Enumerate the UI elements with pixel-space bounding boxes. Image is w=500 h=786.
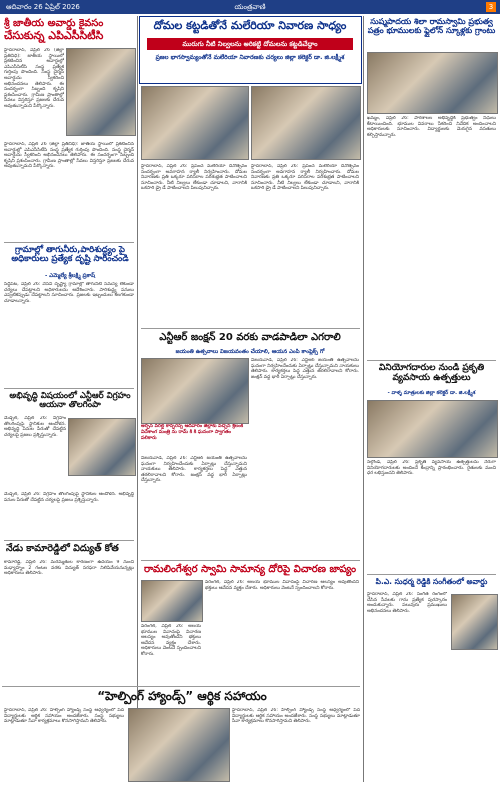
farming-photo bbox=[367, 400, 498, 458]
divider bbox=[141, 328, 360, 329]
byline-collector: - వాళ్ళ మాత్రులకు జిల్లా కలెక్టర్ డా. జి.లక్ష్మీశ bbox=[387, 390, 476, 396]
article-power-cut-body: కామారెడ్డి, ఏప్రిల్ 26: మరమ్మతుల కారణంగా ఉదయం 9 నుంచి మధ్యాహ్నం 2 గంటల వరకు విద్యుత్ సరఫరా నిలిపివేయనున్నట్లు అధికారులు తెలిపారు. bbox=[4, 560, 134, 577]
article-award-body: హైదరాబాద్, ఏప్రిల్ 26 (జిల్లా ప్రతినిధి): జాతీయ స్థాయిలో ప్రకటించిన అవార్డుల్లో ఎపిఎసీసిటీసి సంస్థ ప్రత్యేక గుర్తింపు పొందింది. సంస్థ చైర్మన్ అవార్డును స్వీకరించి అభినందనలు తెలిపారు. ఈ సందర్భంగా సిబ్బంది కృషిని ప్రశంసించారు. గ్రామీణ ప్రాంతాల్లో సేవలు విస్తరిస్తూ ప్రజలకు చేరువ అవుతున్నామని పేర్కొన్నారు. bbox=[4, 48, 64, 109]
headline-award-2: చేసుకున్న ఎపిఎసీసిటీసి bbox=[4, 29, 104, 42]
article-helping-hands-body-b: హైదరాబాద్, ఏప్రిల్ 26: హెల్పింగ్ హ్యాండ్స్ సంస్థ ఆధ్వర్యంలో పేద విద్యార్థులకు ఆర్థిక సహాయం అందజేశారు. సంస్థ సభ్యులు మాట్లాడుతూ సేవా కార్యక్రమాలు కొనసాగిస్తామని తెలిపారు. bbox=[232, 708, 360, 725]
article-water-body: సిద్దిపేట, ఏప్రిల్ 26: వేసవి దృష్ట్యా గ్రామాల్లో తాగునీటి సమస్య లేకుండా చర్యలు చేపట్టాలని అధికారులను ఆదేశించారు. పారిశుద్ధ్య పనులు ఎప్పటికప్పుడు చేపట్టాలని సూచించారు. ప్రజలకు ఇబ్బందులు కలగకుండా చూడాలన్నారు. bbox=[4, 282, 134, 304]
page-header bbox=[0, 0, 500, 14]
article-farming-body: నల్గొండ, ఏప్రిల్ 26: ప్రకృతి వ్యవసాయ ఉత్పత్తులను నేరుగా వినియోగదారులకు అందించే కేంద్రాన్ని ప్రారంభించారు. రైతులకు మంచి ధర లభిస్తుందని తెలిపారు. bbox=[367, 460, 496, 477]
divider bbox=[367, 360, 496, 361]
right-column bbox=[365, 16, 498, 782]
article-grant-body: ఖమ్మం, ఏప్రిల్ 26: పాఠశాలల అభివృద్ధికి ప్రభుత్వం నిధులు కేటాయించింది. భూముల వివరాలు సేకరించి నివేదిక అందించాలని అధికారులకు సూచించారు. విద్యార్థులకు మెరుగైన వసతులు కల్పిస్తామన్నారు. bbox=[367, 116, 496, 138]
headline-ntr-junction: ఎన్టీఆర్ జంక్షన్ 20 వరకు వాడపాడిలా ఎగరాలి bbox=[159, 332, 341, 343]
portrait-photo bbox=[451, 594, 498, 650]
award-photo bbox=[66, 48, 136, 136]
page-number: 3 bbox=[486, 2, 496, 12]
headline-school-grant: సుష్మపాదయ శిలా రామస్వామి ప్రభుత్వ పత్రం భూములకు ఫ్లైలోన్ స్కూళ్లకు గ్రాంటు bbox=[367, 17, 496, 35]
divider bbox=[2, 686, 360, 687]
statue-photo bbox=[68, 418, 136, 476]
divider bbox=[141, 560, 360, 561]
header-date: ఆదివారం 26 ఏప్రిల్ 2026 bbox=[6, 3, 80, 11]
article-temple-body-cont: వరంగల్, ఏప్రిల్ 26: ఆలయ భూముల వివాదంపై విచారణ ఆలస్యం అవుతోందని భక్తులు ఆవేదన వ్యక్తం చేశారు. అధికారులు వెంటనే స్పందించాలని కోరారు. bbox=[141, 624, 201, 657]
divider bbox=[4, 242, 134, 243]
photo-caption: అర్ఫన్ వరల్డ్ కాన్ఫరెన్స్ ఆదివారం జిల్లాకు వచ్చిన శ్రీలంక విదేశాంగ మంత్రి ను రామ్ కి కి ఘనంగా స్వాగతం పలికారు bbox=[141, 424, 244, 441]
article-ntr-body-cont: మేడ్చల్, ఏప్రిల్ 26: విగ్రహం తొలగింపుపై స్థానికుల ఆందోళన. అభివృద్ధి పనుల పేరుతో చేపట్టిన చర్యలపై ప్రజలు ప్రశ్నిస్తున్నారు. bbox=[4, 492, 134, 503]
article-award-body-cont: హైదరాబాద్, ఏప్రిల్ 26 (జిల్లా ప్రతినిధి): జాతీయ స్థాయిలో ప్రకటించిన అవార్డుల్లో ఎపిఎసీసిటీసి సంస్థ ప్రత్యేక గుర్తింపు పొందింది. సంస్థ చైర్మన్ అవార్డును స్వీకరించి అభినందనలు తెలిపారు. ఈ సందర్భంగా సిబ్బంది కృషిని ప్రశంసించారు. గ్రామీణ ప్రాంతాల్లో సేవలు విస్తరిస్తూ ప్రజలకు చేరువ అవుతున్నామని పేర్కొన్నారు. bbox=[4, 142, 134, 170]
headline-water-sanitation: గ్రామాల్లో తాగునీరు,పారిశుద్ధ్యం పై అధికారులు ప్రత్యేక దృష్టి సారించండి bbox=[11, 245, 129, 265]
subheadline-2: ప్రజల భాగస్వామ్యంతోనే మలేరియా నివారణకు చర్యలు జిల్లా కలెక్టర్ డా. జి.లక్ష్మీశ bbox=[155, 54, 345, 61]
helping-hands-photo bbox=[128, 708, 230, 782]
byline-mla: - ఎమ్మెల్యే శ్రీలక్ష్మి ప్రకాష్ bbox=[44, 273, 95, 279]
center-column bbox=[139, 16, 362, 782]
left-column bbox=[2, 16, 136, 782]
junction-photo bbox=[141, 358, 249, 424]
divider bbox=[4, 388, 134, 389]
headline-music-award: పి.ఎ. సుధర్మ రెడ్డికి సంగీతంలో అవార్డు bbox=[375, 577, 488, 586]
column-divider bbox=[137, 16, 138, 782]
subheadline-band-1: మురుగు నీటి నిల్వలను అరికట్టి దోమలను కట్టడిచేద్దాం bbox=[147, 38, 353, 50]
headline-ntr-statue: అభివృద్ధి విషయంలో ఎన్టీఆర్ విగ్రహం ఆయనా తొలగింపా bbox=[9, 391, 131, 411]
headline-malaria: దోమల కట్టడితోనే మలేరియా నివారణ సాధ్యం bbox=[153, 19, 347, 32]
article-junction-body-a: విజయవాడ, ఏప్రిల్ 26: ఎన్టీఆర్ జయంతి ఉత్సవాలను ఘనంగా నిర్వహించేందుకు ఏర్పాట్లు చేస్తున్నామని నాయకులు తెలిపారు. కార్యకర్తలు పెద్ద ఎత్తున తరలిరావాలని కోరారు. జంక్షన్ వద్ద భారీ ఏర్పాట్లు చేస్తున్నారు. bbox=[141, 456, 247, 484]
malaria-photo-2 bbox=[251, 86, 361, 160]
article-music-body: హైదరాబాద్, ఏప్రిల్ 26: సంగీత రంగంలో చేసిన సేవలకు గాను ప్రత్యేక పురస్కారం అందుకున్నారు. పలువురు ప్రముఖులు అభినందనలు తెలిపారు. bbox=[367, 592, 447, 614]
headline-power-cut: నేడు కామారెడ్డిలో విద్యుత్ కోత bbox=[6, 543, 119, 554]
divider bbox=[367, 574, 496, 575]
headline-helping-hands: “హెల్పింగ్ హ్యాండ్స్” ఆర్థిక సహాయం bbox=[97, 689, 267, 703]
article-helping-hands-body-a: హైదరాబాద్, ఏప్రిల్ 26: హెల్పింగ్ హ్యాండ్స్ సంస్థ ఆధ్వర్యంలో పేద విద్యార్థులకు ఆర్థిక సహాయం అందజేశారు. సంస్థ సభ్యులు మాట్లాడుతూ సేవా కార్యక్రమాలు కొనసాగిస్తామని తెలిపారు. bbox=[4, 708, 124, 725]
headline-temple: రామలింగేశ్వర స్వామి సామాన్య దోరిపై విచారణ జాప్యం bbox=[143, 564, 357, 575]
headline-award-1: శ్రీ జాతీయ అవార్డు కైవసం bbox=[4, 18, 104, 29]
article-junction-body-b: విజయవాడ, ఏప్రిల్ 26: ఎన్టీఆర్ జయంతి ఉత్సవాలను ఘనంగా నిర్వహించేందుకు ఏర్పాట్లు చేస్తున్నామని నాయకులు తెలిపారు. కార్యకర్తలు పెద్ద ఎత్తున తరలిరావాలని కోరారు. జంక్షన్ వద్ద భారీ ఏర్పాట్లు చేస్తున్నారు. bbox=[251, 358, 359, 380]
paper-name: యంత్రవాణి bbox=[234, 3, 266, 11]
article-temple-body: వరంగల్, ఏప్రిల్ 26: ఆలయ భూముల వివాదంపై విచారణ ఆలస్యం అవుతోందని భక్తులు ఆవేదన వ్యక్తం చేశారు. అధికారులు వెంటనే స్పందించాలని కోరారు. bbox=[205, 580, 359, 591]
headline-natural-farming: వినియోగదారుల నుండి ప్రకృతి వ్యవసాయ ఉత్పత్తులు bbox=[378, 363, 485, 383]
grant-photo bbox=[367, 52, 498, 114]
article-malaria-body-b: హైదరాబాద్, ఏప్రిల్ 26: ప్రపంచ మలేరియా దినోత్సవం సందర్భంగా అవగాహన ర్యాలీ నిర్వహించారు. దోమల నివారణకు ప్రతి ఒక్కరూ పరిసరాల పరిశుభ్రత పాటించాలని సూచించారు. నీటి నిల్వలు లేకుండా చూడాలని, వారానికి ఒకసారి డ్రై డే పాటించాలని పిలుపునిచ్చారు. bbox=[251, 164, 359, 192]
temple-photo bbox=[141, 580, 203, 622]
divider bbox=[4, 540, 134, 541]
article-ntr-body: మేడ్చల్, ఏప్రిల్ 26: విగ్రహం తొలగింపుపై స్థానికుల ఆందోళన. అభివృద్ధి పనుల పేరుతో చేపట్టిన చర్యలపై ప్రజలు ప్రశ్నిస్తున్నారు. bbox=[4, 416, 66, 438]
subheadline-ntr-junction: జయంతి ఉత్సవాలు విజయవంతం చేయాలి, ఆయన ఎంపి కాంప్లెక్స్ గో bbox=[175, 349, 325, 355]
article-malaria-body-a: హైదరాబాద్, ఏప్రిల్ 26: ప్రపంచ మలేరియా దినోత్సవం సందర్భంగా అవగాహన ర్యాలీ నిర్వహించారు. దోమల నివారణకు ప్రతి ఒక్కరూ పరిసరాల పరిశుభ్రత పాటించాలని సూచించారు. నీటి నిల్వలు లేకుండా చూడాలని, వారానికి ఒకసారి డ్రై డే పాటించాలని పిలుపునిచ్చారు. bbox=[141, 164, 247, 192]
malaria-photo-1 bbox=[141, 86, 249, 160]
column-divider bbox=[363, 16, 364, 782]
